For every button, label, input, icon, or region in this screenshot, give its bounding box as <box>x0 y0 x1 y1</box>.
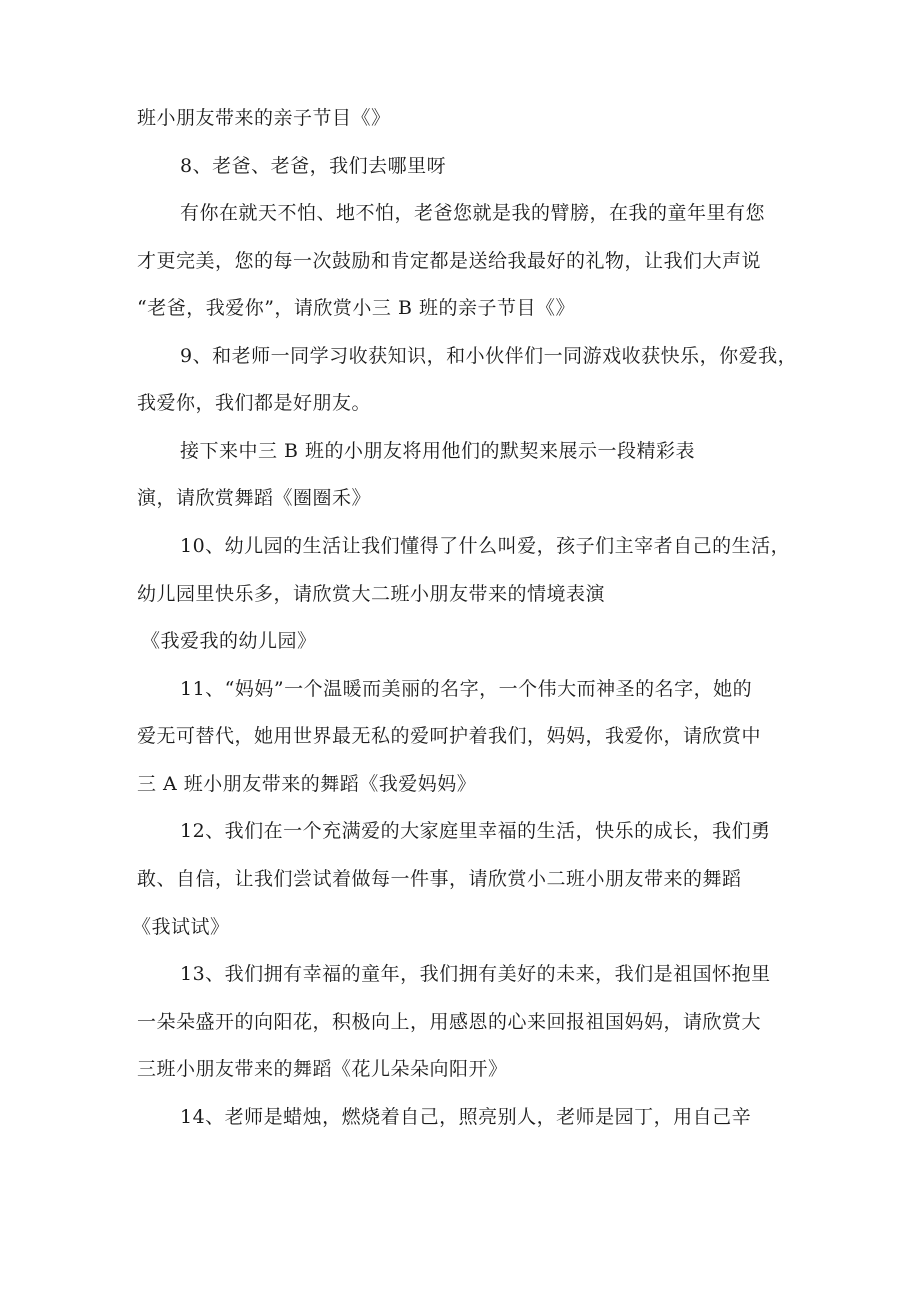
text-line: 14、老师是蜡烛，燃烧着自己，照亮别人，老师是园丁，用自己辛 <box>180 1106 752 1128</box>
text-line: 《我试试》 <box>132 916 230 938</box>
text-line: 三 A 班小朋友带来的舞蹈《我爱妈妈》 <box>137 773 477 795</box>
text-line: 《我爱我的幼儿园》 <box>141 630 317 652</box>
text-line: 我爱你，我们都是好朋友。 <box>137 392 372 414</box>
text-line: 12、我们在一个充满爱的大家庭里幸福的生活，快乐的成长，我们勇 <box>180 820 771 842</box>
text-line: 8、老爸、老爸，我们去哪里呀 <box>180 155 447 177</box>
text-line: 13、我们拥有幸福的童年，我们拥有美好的未来，我们是祖国怀抱里 <box>180 963 771 985</box>
text-line: 演，请欣赏舞蹈《圈圈禾》 <box>137 487 372 509</box>
text-line: 班小朋友带来的亲子节目《》 <box>137 107 391 129</box>
text-line: 有你在就天不怕、地不怕，老爸您就是我的臂膀，在我的童年里有您 <box>180 202 766 224</box>
text-line: 敢、自信，让我们尝试着做每一件事，请欣赏小二班小朋友带来的舞蹈 <box>137 868 742 890</box>
text-line: 才更完美，您的每一次鼓励和肯定都是送给我最好的礼物，让我们大声说 <box>137 250 762 272</box>
text-line: 11、“妈妈”一个温暖而美丽的名字，一个伟大而神圣的名字，她的 <box>180 678 753 700</box>
text-line: 9、和老师一同学习收获知识，和小伙伴们一同游戏收获快乐，你爱我， <box>180 345 798 367</box>
text-line: 三班小朋友带来的舞蹈《花儿朵朵向阳开》 <box>137 1058 508 1080</box>
text-line: 爱无可替代，她用世界最无私的爱呵护着我们，妈妈，我爱你，请欣赏中 <box>137 725 762 747</box>
text-line: 幼儿园里快乐多，请欣赏大二班小朋友带来的情境表演 <box>137 583 606 605</box>
text-line: 一朵朵盛开的向阳花，积极向上，用感恩的心来回报祖国妈妈，请欣赏大 <box>137 1011 762 1033</box>
text-line: 10、幼儿园的生活让我们懂得了什么叫爱，孩子们主宰者自己的生活， <box>180 535 791 557</box>
text-line: 接下来中三 B 班的小朋友将用他们的默契来展示一段精彩表 <box>180 440 696 462</box>
text-line: “老爸，我爱你”，请欣赏小三 B 班的亲子节目《》 <box>137 297 575 319</box>
